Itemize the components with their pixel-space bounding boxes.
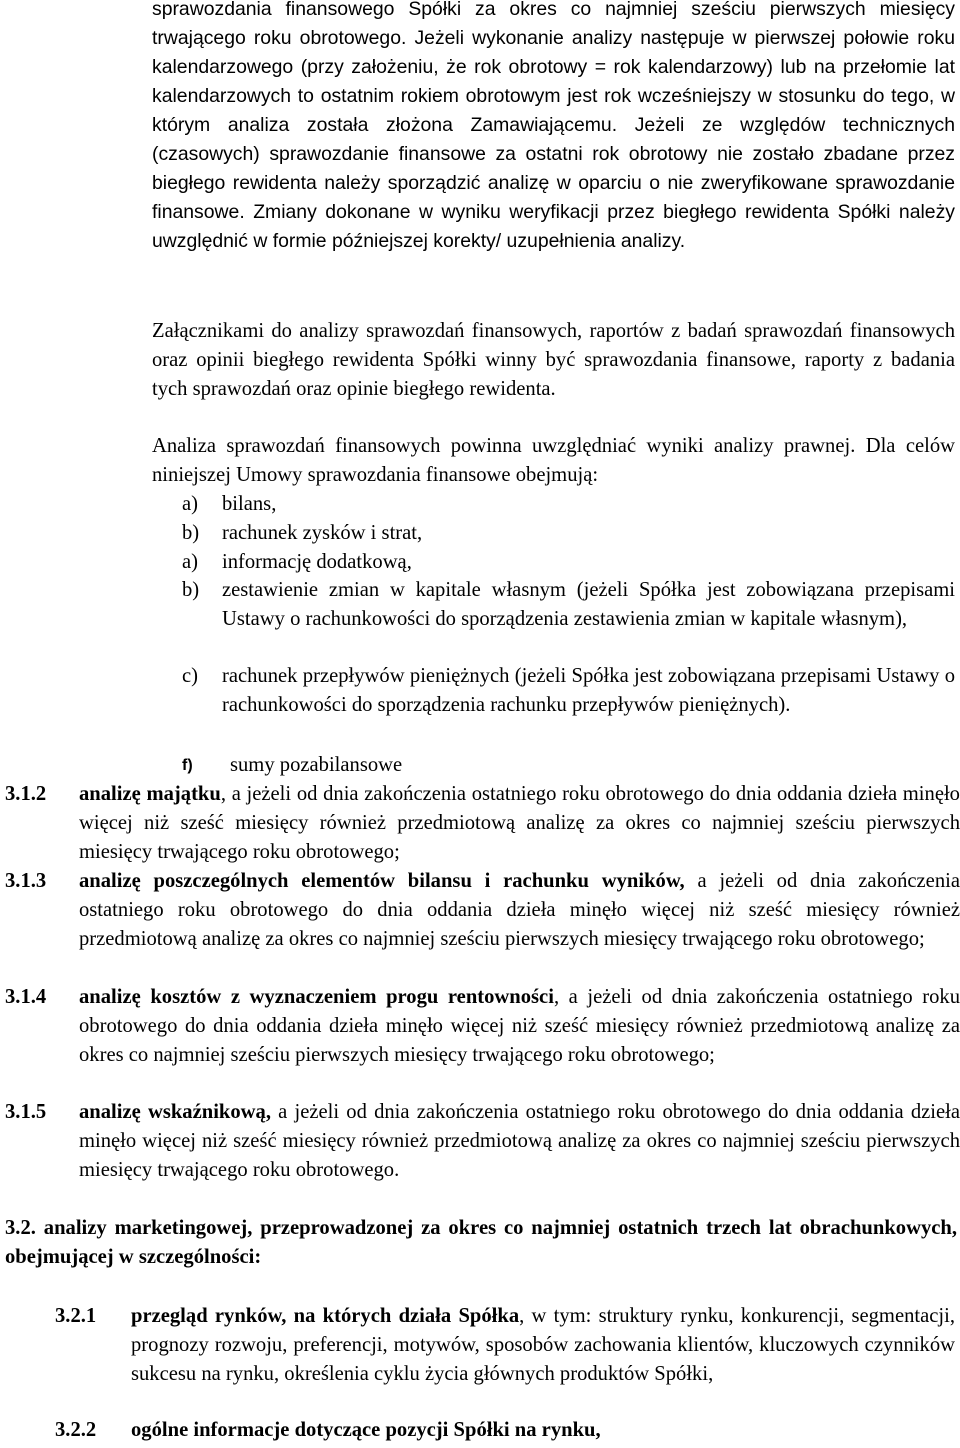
item-rest: , a jeżeli od dnia zakończenia ostatniego roku obrotowego do dnia oddania dzieła minęło więcej niż sześć miesięcy również przedmiotową analizę za okres co najmniej sześciu pierwszych miesięcy trwającego roku obrotowego; bbox=[79, 783, 960, 863]
item-rest: , a jeżeli od dnia zakończenia ostatniego roku obrotowego do dnia oddania dzieła minęło więcej niż sześć miesięcy również przedmiotową analizę za okres co najmniej sześciu pierwszych miesięcy trwającego roku obrotowego; bbox=[79, 986, 960, 1066]
item-rest: a jeżeli od dnia zakończenia ostatniego roku obrotowego do dnia oddania dzieła minęło więcej niż sześć miesięcy również przedmiotową analizę za okres co najmniej sześciu pierwszych miesięcy trwającego roku obrotowego; bbox=[79, 870, 960, 950]
item-bold-lead: analizę kosztów z wyznaczeniem progu rentowności bbox=[79, 986, 554, 1008]
item-number: 3.1.5 bbox=[5, 1101, 47, 1123]
list-item bbox=[182, 576, 955, 634]
list-item bbox=[182, 751, 955, 780]
item-text bbox=[79, 983, 960, 1070]
list-item-text: rachunek zysków i strat, bbox=[222, 522, 423, 544]
list-item bbox=[182, 548, 955, 577]
item-bold-lead: analizę wskaźnikową, bbox=[79, 1101, 271, 1123]
attachments-paragraph: Załącznikami do analizy sprawozdań finansowych, raportów z badań sprawozdań finansowych oraz opinii biegłego rewidenta Spółki winny być sprawozdania finansowe, raporty z badania tych sprawozdań oraz opinie biegłego rewidenta. bbox=[152, 320, 955, 400]
item-text bbox=[79, 867, 960, 954]
list-item-text: sumy pozabilansowe bbox=[230, 754, 403, 776]
item-text bbox=[131, 1416, 955, 1445]
list-marker: a) bbox=[182, 551, 198, 573]
item-number: 3.1.3 bbox=[5, 870, 47, 892]
numbered-item-3-1-4 bbox=[5, 983, 960, 1070]
list-marker: b) bbox=[182, 522, 200, 544]
item-number: 3.1.4 bbox=[5, 986, 47, 1008]
item-rest: , w tym: struktury rynku, konkurencji, segmentacji, prognozy rozwoju, preferencji, motywów, sposobów zachowania klientów, kluczowych czynników sukcesu na rynku, określenia cyklu życia głównych produktów Spółki, bbox=[131, 1305, 955, 1385]
numbered-item-3-1-2 bbox=[5, 780, 960, 867]
list-item bbox=[182, 519, 955, 548]
list-marker: a) bbox=[182, 493, 198, 515]
list-item-text: bilans, bbox=[222, 493, 277, 515]
item-rest: a jeżeli od dnia zakończenia ostatniego roku obrotowego do dnia oddania dzieła minęło więcej niż sześć miesięcy również przedmiotową analizę za okres co najmniej sześciu pierwszych miesięcy trwającego roku obrotowego. bbox=[79, 1101, 960, 1181]
list-item bbox=[182, 662, 955, 720]
list-item-text: rachunek przepływów pieniężnych (jeżeli Spółka jest zobowiązana przepisami Ustawy o rachunkowości do sporządzenia rachunku przepływów pieniężnych). bbox=[222, 665, 955, 716]
list-item-text: zestawienie zmian w kapitale własnym (jeżeli Spółka jest zobowiązana przepisami Ustawy o rachunkowości do sporządzenia zestawienia zmian w kapitale własnym), bbox=[222, 579, 955, 630]
item-bold-lead: przegląd rynków, na których działa Spółka bbox=[131, 1305, 520, 1327]
item-text bbox=[79, 780, 960, 867]
list-marker: b) bbox=[182, 579, 200, 601]
list-marker: f) bbox=[182, 757, 193, 774]
section-3-2-heading: 3.2. analizy marketingowej, przeprowadzonej za okres co najmniej ostatnich trzech lat obrachunkowych, obejmującej w szczególności: bbox=[5, 1217, 957, 1268]
item-bold-lead: analizę poszczególnych elementów bilansu i rachunku wyników, bbox=[79, 870, 685, 892]
numbered-item-3-2-1 bbox=[55, 1302, 955, 1389]
item-bold-lead: ogólne informacje dotyczące pozycji Spółki na rynku, bbox=[131, 1419, 601, 1441]
item-number: 3.1.2 bbox=[5, 783, 47, 805]
item-bold-lead: analizę majątku bbox=[79, 783, 221, 805]
item-number: 3.2.1 bbox=[55, 1305, 97, 1327]
intro-paragraph: sprawozdania finansowego Spółki za okres co najmniej sześciu pierwszych miesięcy trwającego roku obrotowego. Jeżeli wykonanie analizy następuje w pierwszej połowie roku kalendarzowego (przy założeniu, że rok obrotowy = rok kalendarzowy) lub na przełomie lat kalendarzowych to ostatnim rokiem obrotowym jest rok wcześniejszy w stosunku do tego, w którym analiza została złożona Zamawiającemu. Jeżeli ze względów technicznych (czasowych) sprawozdanie finansowe za ostatni rok obrotowy nie zostało zbadane przez biegłego rewidenta należy sporządzić analizę w oparciu o nie zweryfikowane sprawozdanie finansowe. Zmiany dokonane w wyniku weryfikacji przez biegłego rewidenta Spółki należy uwzględnić w formie późniejszej korekty/ uzupełnienia analizy. bbox=[152, 0, 955, 252]
item-text bbox=[131, 1302, 955, 1389]
item-text bbox=[79, 1098, 960, 1185]
legal-analysis-paragraph: Analiza sprawozdań finansowych powinna uwzględniać wyniki analizy prawnej. Dla celów niniejszej Umowy sprawozdania finansowe obejmują: bbox=[152, 435, 955, 486]
list-marker: c) bbox=[182, 665, 198, 687]
numbered-item-3-1-3 bbox=[5, 867, 960, 954]
item-number: 3.2.2 bbox=[55, 1419, 97, 1441]
numbered-item-3-2-2 bbox=[55, 1416, 955, 1445]
numbered-item-3-1-5 bbox=[5, 1098, 960, 1185]
list-item-text: informację dodatkową, bbox=[222, 551, 412, 573]
list-item bbox=[182, 490, 955, 519]
